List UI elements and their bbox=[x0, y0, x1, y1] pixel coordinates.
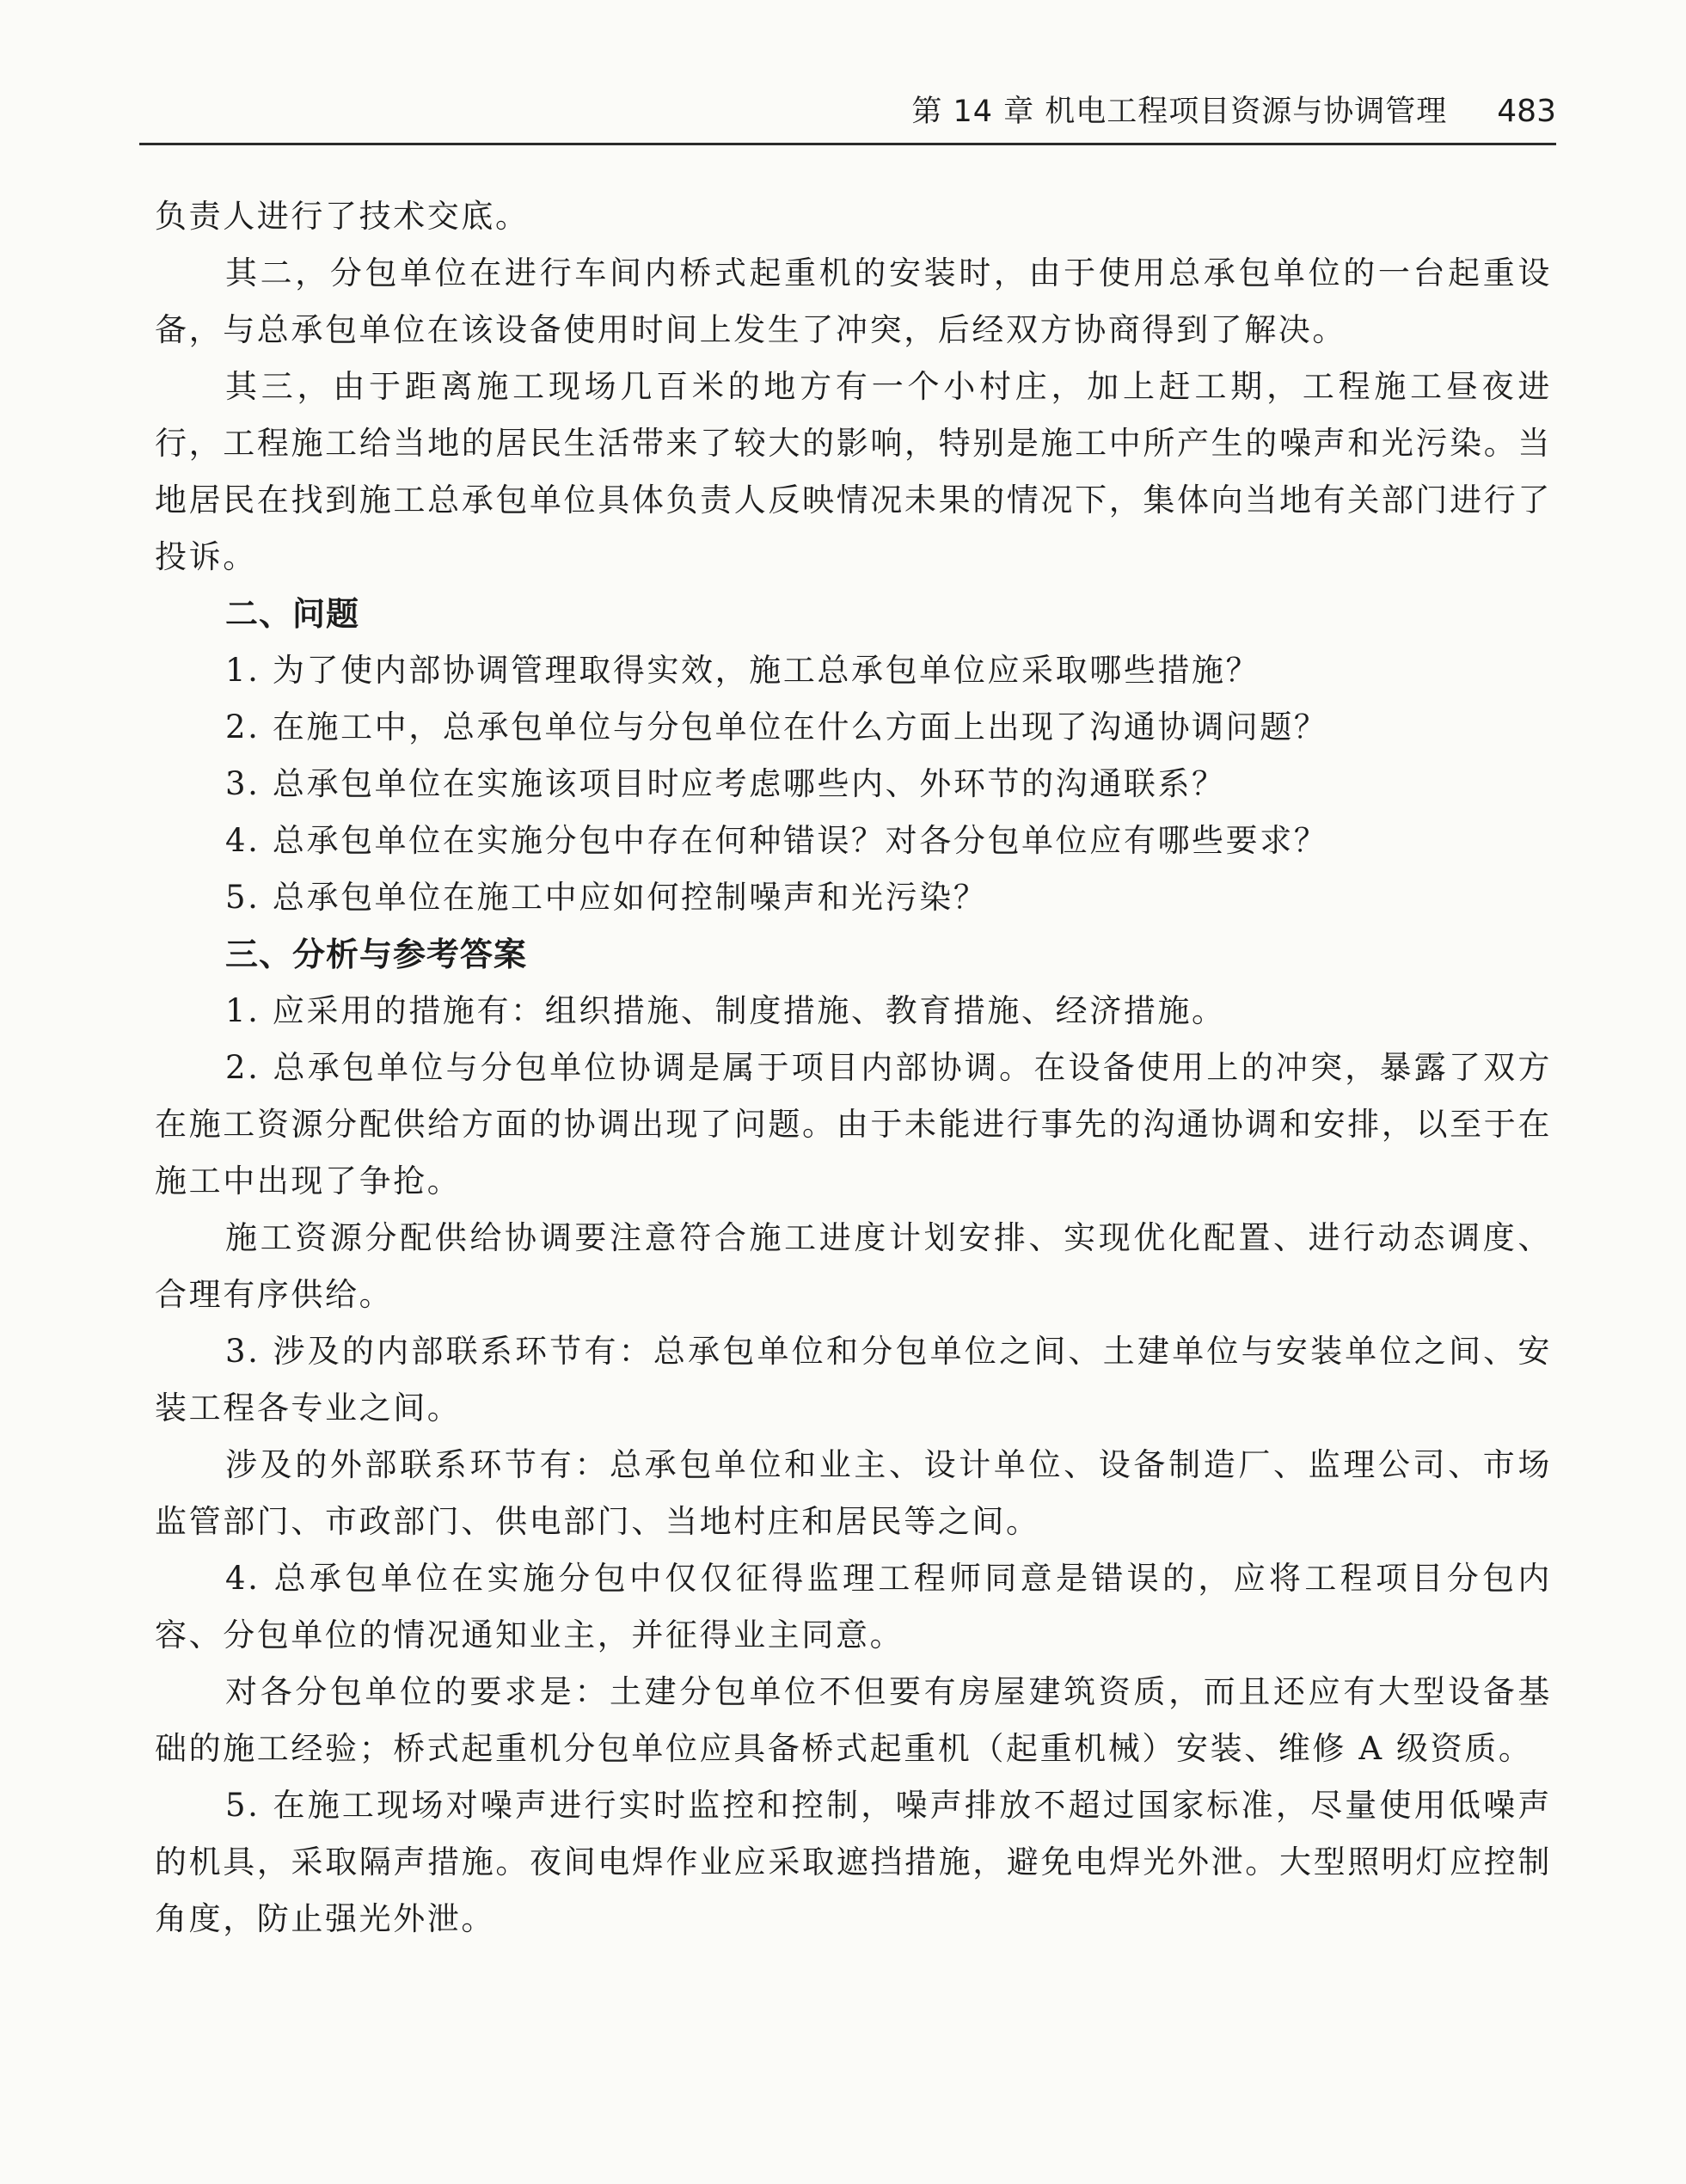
running-header bbox=[139, 89, 1556, 145]
question-item: 3. 总承包单位在实施该项目时应考虑哪些内、外环节的沟通联系？ bbox=[225, 765, 1226, 802]
answer-paragraph: 5. 在施工现场对噪声进行实时监控和控制，噪声排放不超过国家标准，尽量使用低噪声的机具，采取隔声措施。夜间电焊作业应采取遮挡措施，避免电焊光外泄。大型照明灯应控制角度，防止强光外泄。 bbox=[155, 1787, 1552, 1937]
chapter-title: 第 14 章 机电工程项目资源与协调管理 bbox=[911, 95, 1448, 129]
answer-paragraph: 1. 应采用的措施有：组织措施、制度措施、教育措施、经济措施。 bbox=[225, 992, 1226, 1029]
question-item: 4. 总承包单位在实施分包中存在何种错误？对各分包单位应有哪些要求？ bbox=[225, 822, 1328, 859]
case-paragraph: 其二，分包单位在进行车间内桥式起重机的安装时，由于使用总承包单位的一台起重设备，与总承包单位在该设备使用时间上发生了冲突，后经双方协商得到了解决。 bbox=[155, 255, 1552, 348]
answer-paragraph: 涉及的外部联系环节有：总承包单位和业主、设计单位、设备制造厂、监理公司、市场监管部门、市政部门、供电部门、当地村庄和居民等之间。 bbox=[155, 1446, 1552, 1540]
answer-paragraph: 4. 总承包单位在实施分包中仅仅征得监理工程师同意是错误的，应将工程项目分包内容、分包单位的情况通知业主，并征得业主同意。 bbox=[155, 1560, 1552, 1653]
questions-heading: 二、问题 bbox=[225, 595, 360, 633]
answer-paragraph: 2. 总承包单位与分包单位协调是属于项目内部协调。在设备使用上的冲突，暴露了双方在施工资源分配供给方面的协调出现了问题。由于未能进行事先的沟通协调和安排，以至于在施工中出现了争抢。 bbox=[155, 1049, 1552, 1199]
question-item: 1. 为了使内部协调管理取得实效，施工总承包单位应采取哪些措施？ bbox=[225, 652, 1260, 689]
case-paragraph: 其三，由于距离施工现场几百米的地方有一个小村庄，加上赶工期，工程施工昼夜进行，工程施工给当地的居民生活带来了较大的影响，特别是施工中所产生的噪声和光污染。当地居民在找到施工总承包单位具体负责人反映情况未果的情况下，集体向当地有关部门进行了投诉。 bbox=[155, 368, 1552, 575]
body-text bbox=[155, 188, 1552, 1948]
page-number: 483 bbox=[1497, 94, 1556, 129]
continuation-paragraph: 负责人进行了技术交底。 bbox=[155, 198, 530, 235]
question-item: 5. 总承包单位在施工中应如何控制噪声和光污染？ bbox=[225, 879, 988, 916]
question-item: 2. 在施工中，总承包单位与分包单位在什么方面上出现了沟通协调问题？ bbox=[225, 709, 1328, 745]
answers-heading: 三、分析与参考答案 bbox=[225, 936, 528, 973]
answer-paragraph: 对各分包单位的要求是：土建分包单位不但要有房屋建筑资质，而且还应有大型设备基础的施工经验；桥式起重机分包单位应具备桥式起重机（起重机械）安装、维修 A 级资质。 bbox=[155, 1673, 1552, 1767]
answer-paragraph: 施工资源分配供给协调要注意符合施工进度计划安排、实现优化配置、进行动态调度、合理有序供给。 bbox=[155, 1219, 1552, 1313]
answer-paragraph: 3. 涉及的内部联系环节有：总承包单位和分包单位之间、土建单位与安装单位之间、安装工程各专业之间。 bbox=[155, 1333, 1552, 1426]
